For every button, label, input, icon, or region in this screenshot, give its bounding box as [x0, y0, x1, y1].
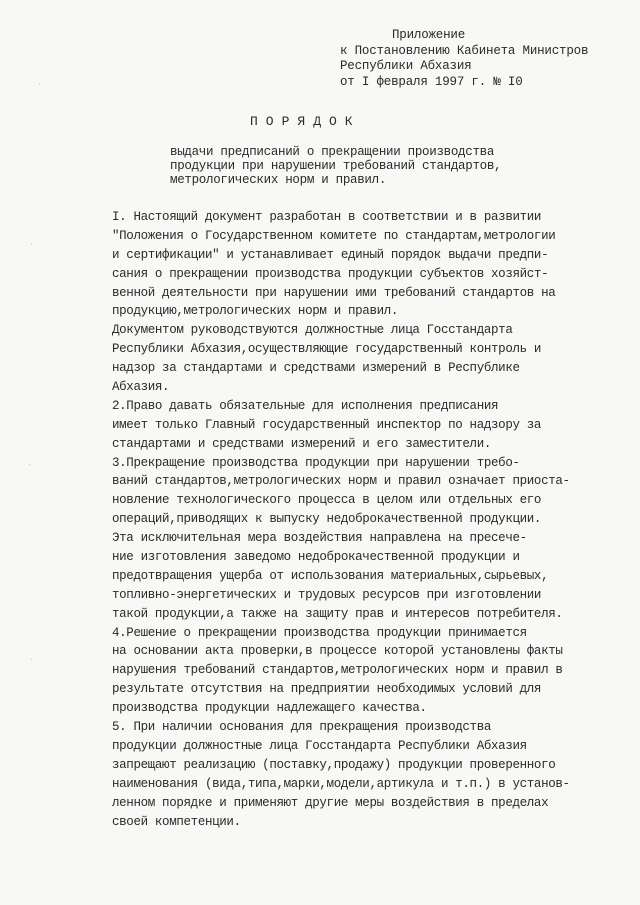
- body-line: ваний стандартов,метрологических норм и правил означает приоста-: [112, 474, 570, 489]
- scan-speck: ·: [28, 460, 32, 471]
- body-line: 5. При наличии основания для прекращения производства: [112, 720, 492, 735]
- body-line: топливно-энергетических и трудовых ресурсов при изготовлении: [112, 587, 542, 602]
- body-line: результате отсутствия на предприятии необходимых условий для: [112, 682, 542, 697]
- scan-speck: ·: [38, 80, 42, 91]
- subtitle-line: метрологических норм и правил.: [170, 173, 387, 187]
- body-line: имеет только Главный государственный инспектор по надзору за: [112, 417, 542, 432]
- scan-speck: ·: [30, 240, 34, 251]
- body-line: Республики Абхазия,осуществляющие государственный контроль и: [112, 342, 542, 357]
- body-line: новление технологического процесса в целом или отдельных его: [112, 493, 542, 508]
- body-line: нарушения требований стандартов,метрологических норм и правил в: [112, 663, 563, 678]
- document-title: ПОРЯДОК: [250, 114, 361, 129]
- body-line: 4.Решение о прекращении производства продукции принимается: [112, 625, 527, 640]
- body-line: продукцию,метрологических норм и правил.: [112, 304, 399, 319]
- body-line: ние изготовления заведомо недоброкачественной продукции и: [112, 550, 520, 565]
- body-line: Эта исключительная мера воздействия направлена на пресече-: [112, 531, 527, 546]
- body-line: запрещают реализацию (поставку,продажу) продукции проверенного: [112, 757, 556, 772]
- appendix-label: Приложение: [392, 28, 466, 42]
- body-line: такой продукции,а также на защиту прав и интересов потребителя.: [112, 606, 563, 621]
- body-line: Документом руководствуются должностные лица Госстандарта: [112, 323, 513, 338]
- body-line: операций,приводящих к выпуску недоброкачественной продукции.: [112, 512, 542, 527]
- republic-name: Республики Абхазия: [340, 59, 472, 73]
- body-line: производства продукции надлежащего качества.: [112, 701, 427, 716]
- subtitle-line: выдачи предписаний о прекращении производства: [170, 145, 495, 159]
- body-line: надзор за стандартами и средствами измерений в Республике: [112, 361, 520, 376]
- subtitle-line: продукции при нарушении требований стандартов,: [170, 159, 502, 173]
- body-line: продукции должностные лица Госстандарта Республики Абхазия: [112, 738, 527, 753]
- body-line: стандартами и средствами измерений и его заместители.: [112, 436, 492, 451]
- document-body: [112, 208, 622, 831]
- body-line: своей компетенции.: [112, 814, 241, 829]
- appendix-header: [340, 28, 630, 90]
- body-line: на основании акта проверки,в процессе которой установлены факты: [112, 644, 563, 659]
- body-line: и сертификации" и устанавливает единый порядок выдачи предпи-: [112, 247, 549, 262]
- body-line: венной деятельности при нарушении ими требований стандартов на: [112, 285, 556, 300]
- resolution-reference: к Постановлению Кабинета Министров: [340, 43, 589, 58]
- body-line: 2.Право давать обязательные для исполнения предписания: [112, 398, 499, 413]
- body-line: наименования (вида,типа,марки,модели,артикула и т.п.) в установ-: [112, 776, 570, 791]
- document-subtitle: [170, 145, 610, 187]
- resolution-date-number: от I февраля 1997 г. № I0: [340, 74, 523, 89]
- body-line: ленном порядке и применяют другие меры воздействия в пределах: [112, 795, 549, 810]
- body-line: 3.Прекращение производства продукции при нарушении требо-: [112, 455, 520, 470]
- body-line: "Положения о Государственном комитете по стандартам,метрологии: [112, 228, 556, 243]
- body-line: Абхазия.: [112, 380, 170, 395]
- scan-speck: ·: [30, 655, 34, 666]
- body-line: I. Настоящий документ разработан в соответствии и в развитии: [112, 210, 542, 224]
- body-line: сания о прекращении производства продукции субъектов хозяйст-: [112, 266, 549, 281]
- body-line: предотвращения ущерба от использования материальных,сырьевых,: [112, 568, 549, 583]
